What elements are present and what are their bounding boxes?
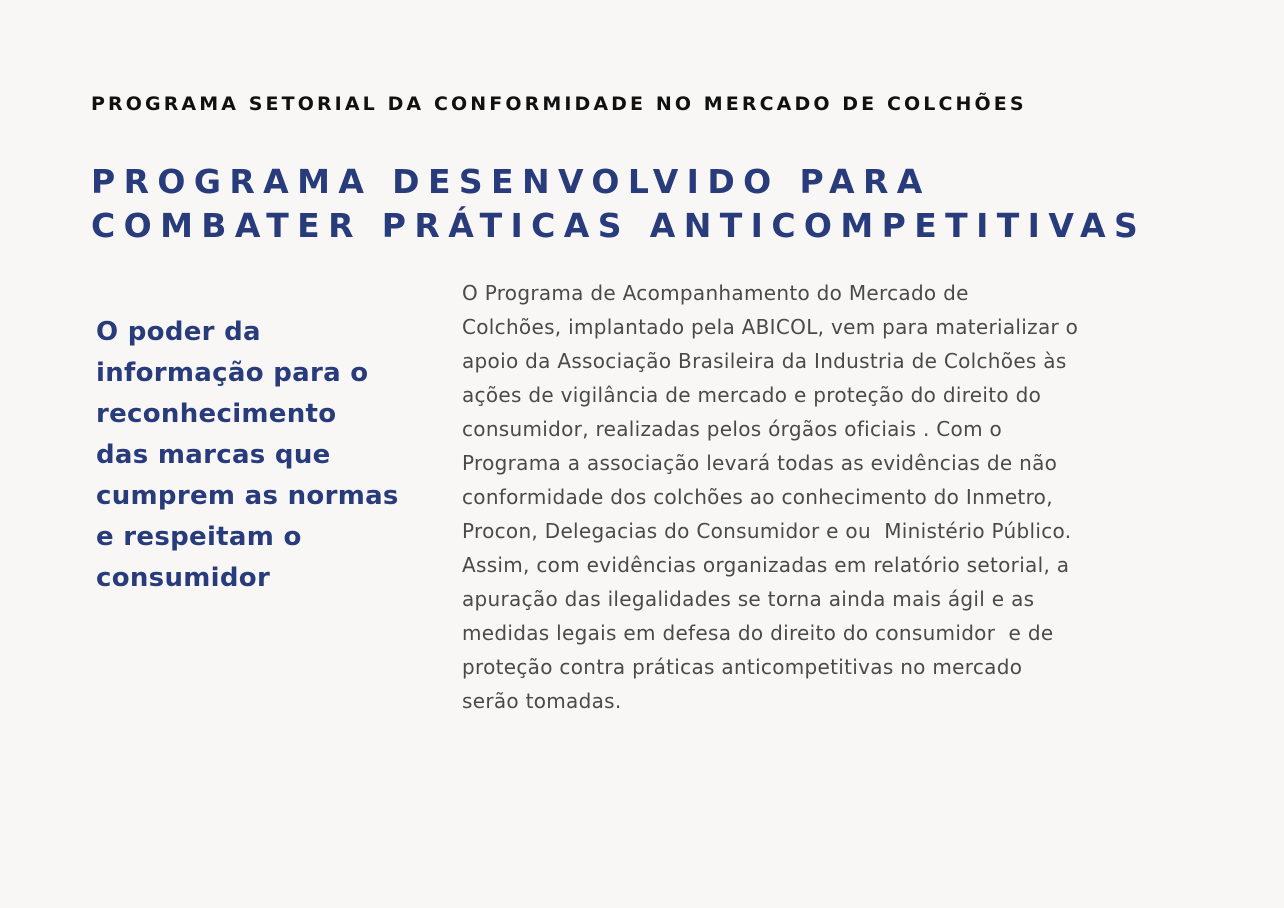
body-line: serão tomadas. <box>462 689 622 713</box>
page-title <box>91 160 1251 248</box>
body-line: Programa a associação levará todas as evidências de não <box>462 451 1058 475</box>
pull-quote-line: O poder da <box>96 317 261 347</box>
page-title-line: PROGRAMA DESENVOLVIDO PARA <box>91 162 931 201</box>
pull-quote-line: das marcas que <box>96 440 331 470</box>
body-line: Assim, com evidências organizadas em relatório setorial, a <box>462 553 1070 577</box>
body-line: consumidor, realizadas pelos órgãos oficiais . Com o <box>462 417 1003 441</box>
body-line: Colchões, implantado pela ABICOL, vem para materializar o <box>462 315 1079 339</box>
body-line: conformidade dos colchões ao conhecimento do Inmetro, <box>462 485 1053 509</box>
pull-quote <box>96 312 446 599</box>
body-line: apoio da Associação Brasileira da Industria de Colchões às <box>462 349 1067 373</box>
pull-quote-line: cumprem as normas <box>96 481 399 511</box>
page-title-line: COMBATER PRÁTICAS ANTICOMPETITIVAS <box>91 206 1147 245</box>
pull-quote-line: consumidor <box>96 563 271 593</box>
pull-quote-line: e respeitam o <box>96 522 302 552</box>
pull-quote-line: informação para o <box>96 358 369 388</box>
section-eyebrow: PROGRAMA SETORIAL DA CONFORMIDADE NO MERCADO DE COLCHÕES <box>91 93 1027 115</box>
pull-quote-line: reconhecimento <box>96 399 337 429</box>
body-line: Procon, Delegacias do Consumidor e ou Ministério Público. <box>462 519 1072 543</box>
body-line: ações de vigilância de mercado e proteção do direito do <box>462 383 1042 407</box>
body-line: O Programa de Acompanhamento do Mercado de <box>462 281 969 305</box>
body-line: medidas legais em defesa do direito do consumidor e de <box>462 621 1054 645</box>
body-line: apuração das ilegalidades se torna ainda mais ágil e as <box>462 587 1035 611</box>
body-line: proteção contra práticas anticompetitivas no mercado <box>462 655 1023 679</box>
body-paragraph <box>462 276 1242 718</box>
